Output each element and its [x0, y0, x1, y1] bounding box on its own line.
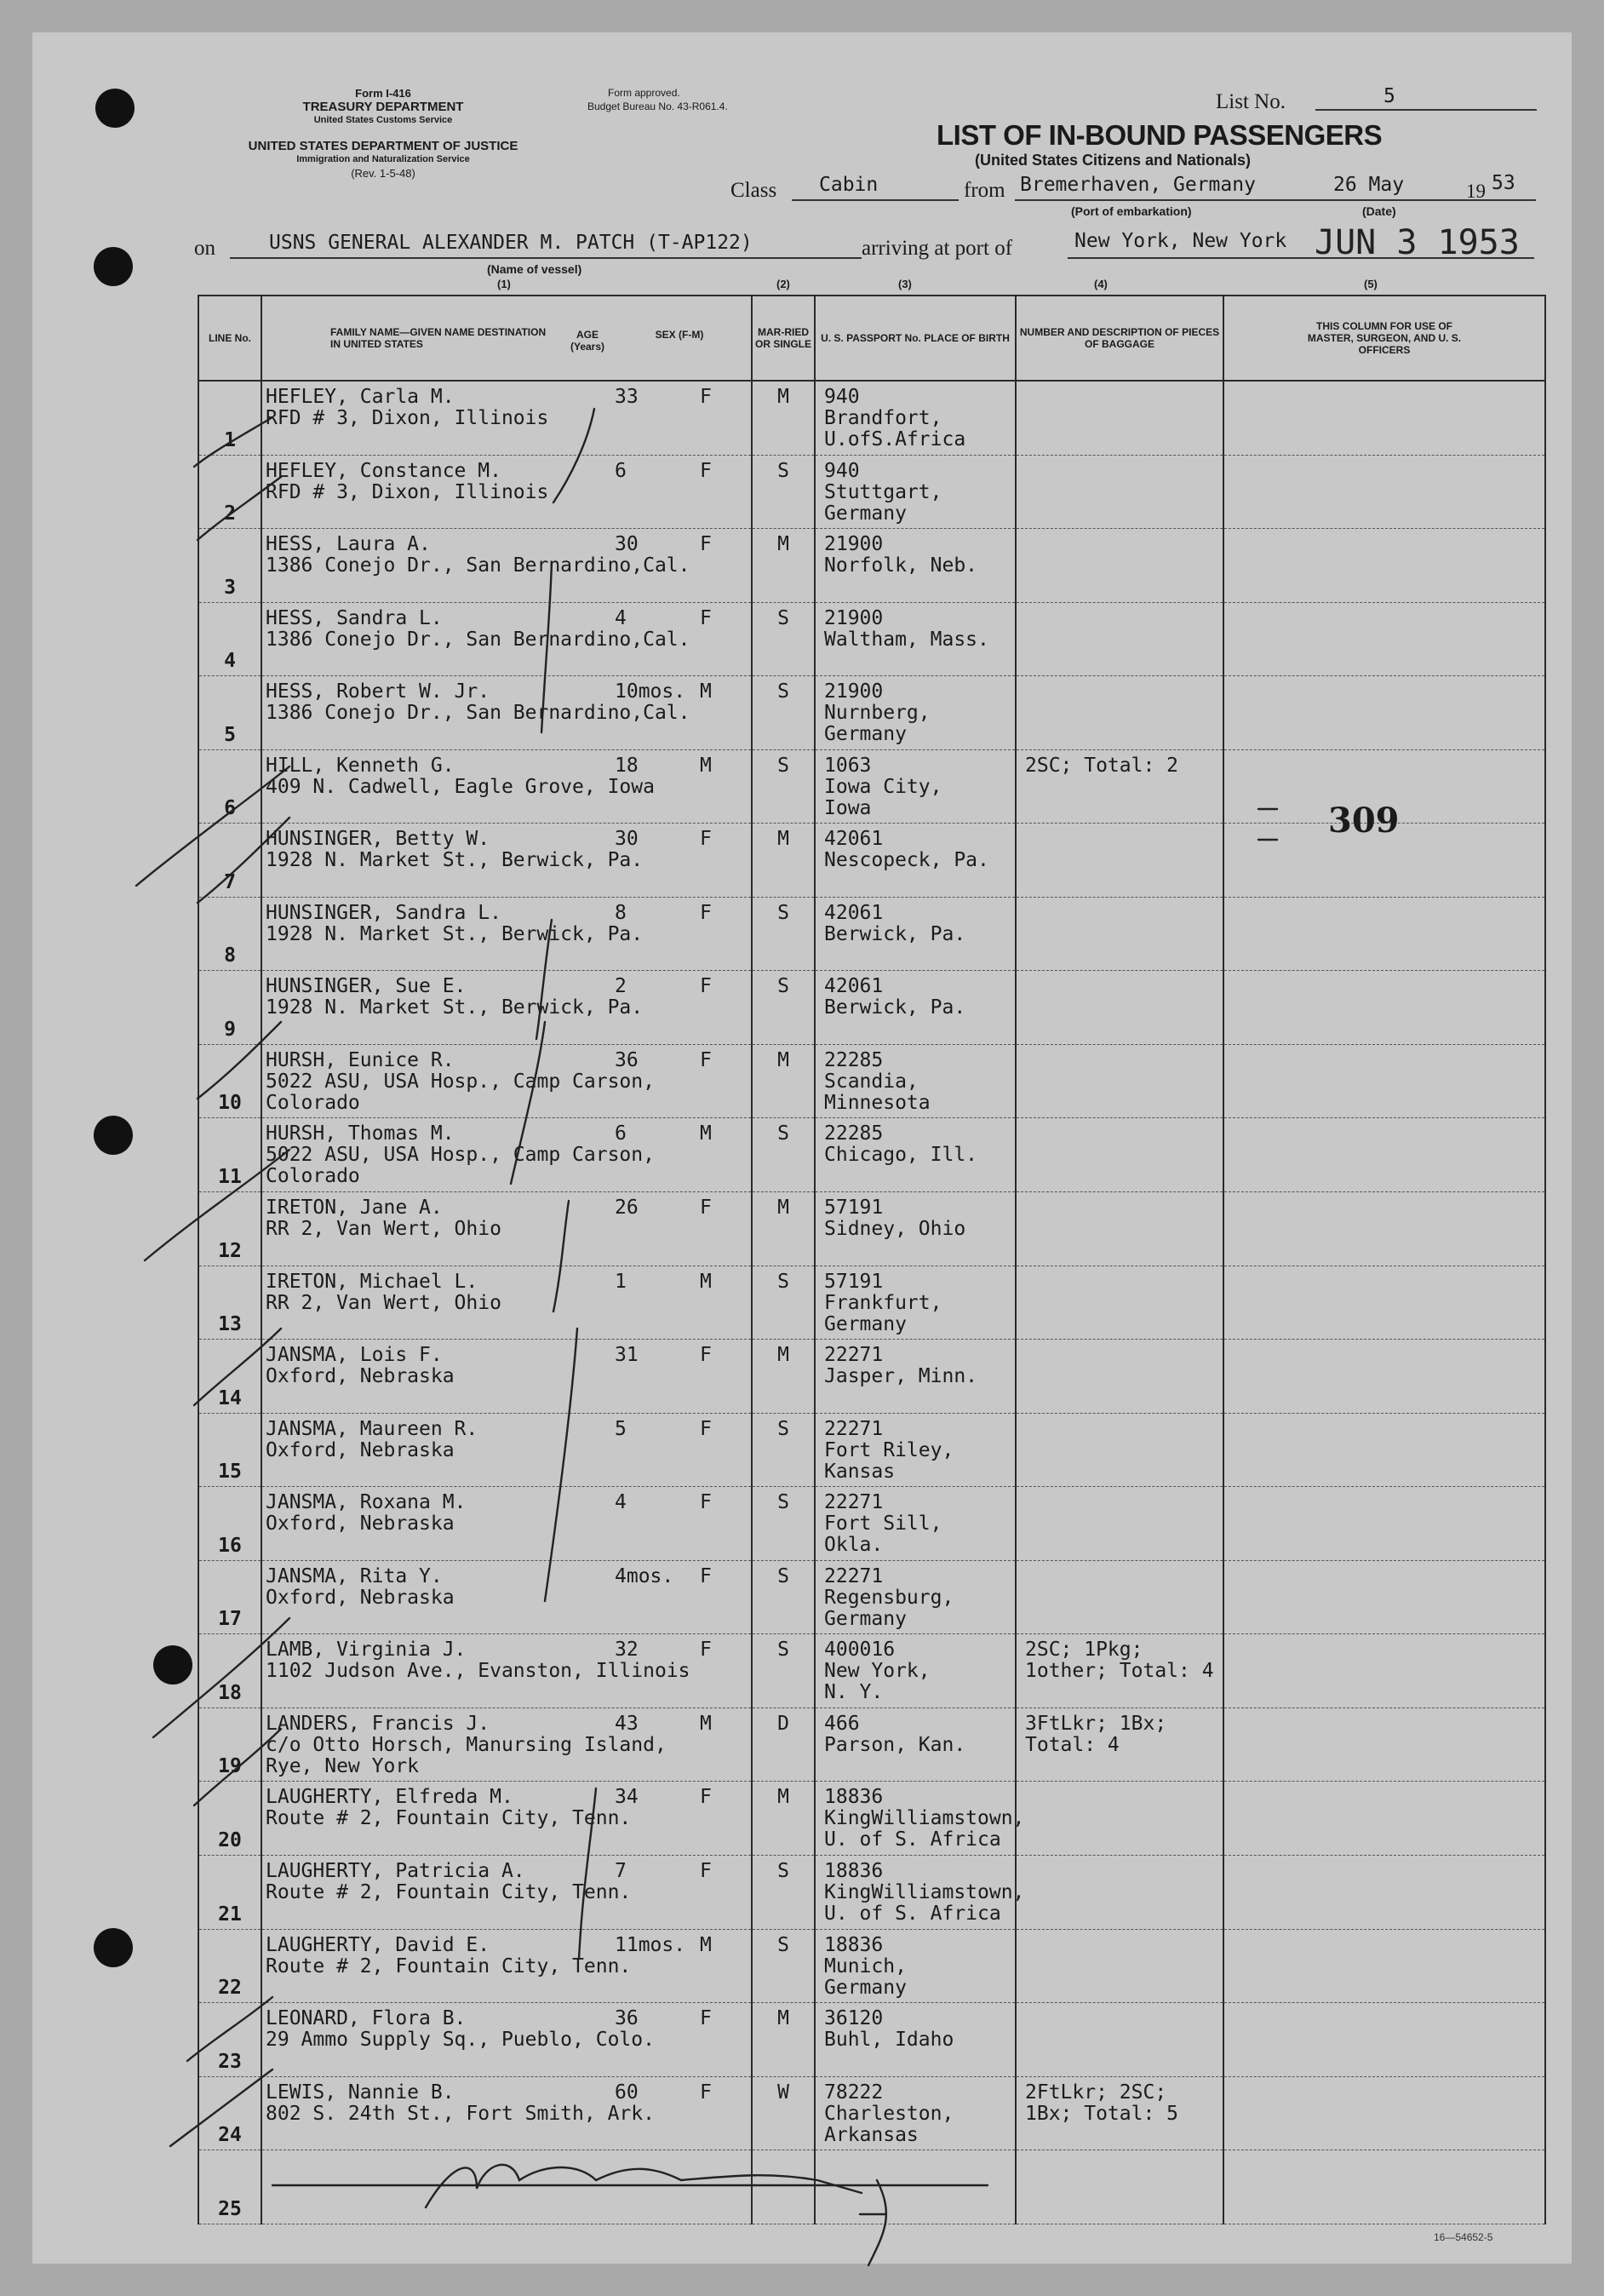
birth-place: Munich, — [824, 1954, 907, 1977]
birth-place-2: Germany — [824, 502, 907, 525]
passenger-name: JANSMA, Lois F. — [266, 1344, 443, 1367]
signature-flourish — [860, 2180, 886, 2265]
page-subtitle: (United States Citizens and Nationals) — [975, 152, 1252, 169]
line-number: 2 — [198, 455, 261, 529]
year-suffix: 53 — [1492, 172, 1515, 194]
line-number: 4 — [198, 602, 261, 676]
birth-place-2: Minnesota — [824, 1091, 931, 1114]
passenger-sex: F — [700, 1564, 712, 1587]
birth-place-2: Germany — [824, 1976, 907, 1999]
passenger-sex: M — [700, 1122, 712, 1145]
passenger-name: HESS, Sandra L. — [266, 606, 443, 629]
passenger-sex: F — [700, 1859, 712, 1882]
passenger-destination: RR 2, Van Wert, Ohio — [266, 1218, 501, 1241]
passenger-age: 4 — [615, 606, 627, 629]
arrival-port: New York, New York — [1074, 230, 1287, 252]
line-number: 23 — [198, 2003, 261, 2077]
birth-place-2: Iowa — [824, 796, 872, 819]
passport-number: 78222 — [824, 2081, 884, 2104]
header-baggage: NUMBER AND DESCRIPTION OF PIECES OF BAGGAGE — [1016, 296, 1223, 381]
passenger-destination-2: Rye, New York — [266, 1754, 420, 1777]
header-passport: U. S. PASSPORT No. PLACE OF BIRTH — [815, 296, 1016, 381]
passport-number: 940 — [824, 386, 860, 408]
passenger-destination: Route # 2, Fountain City, Tenn. — [266, 1954, 632, 1977]
marital-cell: M — [752, 1192, 815, 1266]
passenger-sex: F — [700, 901, 712, 924]
birth-place-2: U.ofS.Africa — [824, 428, 966, 451]
passenger-age: 33 — [615, 386, 639, 408]
passenger-age: 36 — [615, 2007, 639, 2030]
passenger-name: IRETON, Michael L. — [266, 1270, 478, 1293]
passenger-name: HUNSINGER, Sandra L. — [266, 901, 501, 924]
passenger-name: HURSH, Eunice R. — [266, 1048, 455, 1071]
birth-place-2: Germany — [824, 1607, 907, 1630]
passenger-sex: F — [700, 1344, 712, 1367]
passenger-age: 8 — [615, 901, 627, 924]
birth-place-2: U. of S. Africa — [824, 1828, 1001, 1851]
passenger-age: 1 — [615, 1270, 627, 1293]
line-number: 19 — [198, 1708, 261, 1782]
marital-cell: S — [752, 971, 815, 1045]
from-label: from — [964, 179, 1005, 202]
passport-number: 57191 — [824, 1197, 884, 1220]
passenger-name: JANSMA, Maureen R. — [266, 1417, 478, 1440]
marital-cell: M — [752, 1782, 815, 1856]
check-mark-line-19 — [194, 1729, 281, 1805]
marital-cell: M — [752, 529, 815, 603]
birth-place: Chicago, Ill. — [824, 1144, 978, 1167]
birth-place-2: Kansas — [824, 1460, 896, 1483]
passenger-name: HILL, Kenneth G. — [266, 754, 455, 777]
birth-place-2: Okla. — [824, 1534, 884, 1557]
marital-cell: S — [752, 1855, 815, 1929]
passenger-destination-2: Colorado — [266, 1091, 360, 1114]
vessel-caption: (Name of vessel) — [487, 262, 582, 276]
line-number: 8 — [198, 897, 261, 971]
marital-cell: S — [752, 676, 815, 750]
passenger-name: HUNSINGER, Betty W. — [266, 828, 490, 851]
arrival-stamp: JUN 3 1953 — [1315, 223, 1520, 262]
passenger-age: 4mos. — [615, 1564, 674, 1587]
birth-place-2: U. of S. Africa — [824, 1902, 1001, 1925]
passenger-destination: Oxford, Nebraska — [266, 1512, 455, 1535]
birth-place-2: Germany — [824, 723, 907, 746]
passenger-destination: 5022 ASU, USA Hosp., Camp Carson, — [266, 1144, 655, 1167]
header-age: AGE (Years) — [570, 329, 605, 353]
line-number: 13 — [198, 1266, 261, 1340]
birth-place: Berwick, Pa. — [824, 922, 966, 945]
birth-place: Parson, Kan. — [824, 1733, 966, 1756]
check-mark-line-14 — [194, 1329, 281, 1405]
passport-number: 18836 — [824, 1933, 884, 1956]
col-num-5: (5) — [1364, 278, 1378, 290]
form-approved: Form approved. — [608, 87, 680, 99]
passenger-age: 5 — [615, 1417, 627, 1440]
passenger-age: 30 — [615, 828, 639, 851]
passenger-age: 6 — [615, 459, 627, 482]
on-label: on — [194, 237, 215, 260]
passenger-age: 18 — [615, 754, 639, 777]
footer-code: 16—54652-5 — [1434, 2231, 1493, 2243]
marital-cell: S — [752, 1487, 815, 1561]
line-number: 6 — [198, 749, 261, 824]
check-mark-line-7 — [198, 818, 289, 903]
passenger-sex: F — [700, 975, 712, 998]
passenger-destination: 1928 N. Market St., Berwick, Pa. — [266, 922, 644, 945]
passport-number: 21900 — [824, 680, 884, 703]
rev-date: (Rev. 1-5-48) — [351, 167, 415, 180]
vertical-tally-6 — [545, 1329, 577, 1601]
baggage-desc-2: Total: 4 — [1025, 1733, 1120, 1756]
arriving-label: arriving at port of — [862, 237, 1013, 260]
passenger-name: LAUGHERTY, Patricia A. — [266, 1859, 525, 1882]
passenger-name: HEFLEY, Constance M. — [266, 459, 501, 482]
passenger-destination: 1928 N. Market St., Berwick, Pa. — [266, 996, 644, 1019]
line-number: 7 — [198, 824, 261, 898]
passenger-name: HURSH, Thomas M. — [266, 1122, 455, 1145]
line-number: 10 — [198, 1044, 261, 1118]
passenger-name: IRETON, Jane A. — [266, 1197, 443, 1220]
marital-cell: S — [752, 602, 815, 676]
passport-number: 18836 — [824, 1859, 884, 1882]
passenger-age: 34 — [615, 1786, 639, 1809]
embark-port: Bremerhaven, Germany — [1020, 174, 1256, 196]
birth-place-2: Germany — [824, 1312, 907, 1335]
customs-service: United States Customs Service — [313, 115, 453, 125]
passport-number: 42061 — [824, 828, 884, 851]
passenger-sex: F — [700, 606, 712, 629]
passenger-destination: Oxford, Nebraska — [266, 1586, 455, 1609]
check-mark-line-18 — [153, 1618, 289, 1737]
passenger-destination: 1386 Conejo Dr., San Bernardino,Cal. — [266, 702, 690, 725]
passenger-sex: F — [700, 1786, 712, 1809]
birth-place: Waltham, Mass. — [824, 628, 989, 651]
passenger-sex: F — [700, 1417, 712, 1440]
passenger-age: 31 — [615, 1344, 639, 1367]
passport-number: 22271 — [824, 1417, 884, 1440]
header-name-text: FAMILY NAME—GIVEN NAME DESTINATION IN UNITED STATES — [330, 326, 547, 350]
baggage-desc-2: 1Bx; Total: 5 — [1025, 2102, 1179, 2125]
marital-cell: M — [752, 1044, 815, 1118]
marital-cell: S — [752, 749, 815, 824]
marital-cell: S — [752, 455, 815, 529]
passenger-age: 32 — [615, 1639, 639, 1662]
passenger-sex: F — [700, 2007, 712, 2030]
check-mark-line-6 — [136, 766, 289, 886]
check-mark-line-11 — [145, 1150, 289, 1260]
passenger-sex: F — [700, 386, 712, 408]
baggage-desc: 2SC; Total: 2 — [1025, 754, 1179, 777]
passenger-name: HUNSINGER, Sue E. — [266, 975, 467, 998]
birth-place: Charleston, — [824, 2102, 954, 2125]
col-num-1: (1) — [497, 278, 511, 290]
marital-cell: S — [752, 1634, 815, 1708]
birth-place: Fort Riley, — [824, 1438, 954, 1461]
passport-number: 57191 — [824, 1270, 884, 1293]
passport-number: 940 — [824, 459, 860, 482]
vessel-name: USNS GENERAL ALEXANDER M. PATCH (T-AP122) — [269, 232, 753, 254]
list-no-value: 5 — [1383, 85, 1395, 107]
passenger-destination: c/o Otto Horsch, Manursing Island, — [266, 1733, 667, 1756]
passenger-name: LEONARD, Flora B. — [266, 2007, 467, 2030]
passenger-destination: RR 2, Van Wert, Ohio — [266, 1291, 501, 1314]
birth-place-2: Arkansas — [824, 2123, 919, 2146]
passenger-destination: RFD # 3, Dixon, Illinois — [266, 407, 549, 429]
passenger-name: HEFLEY, Carla M. — [266, 386, 455, 408]
passenger-age: 6 — [615, 1122, 627, 1145]
line-number: 25 — [198, 2150, 261, 2224]
passport-number: 42061 — [824, 901, 884, 924]
passenger-sex: F — [700, 533, 712, 556]
vertical-tally-5 — [553, 1201, 569, 1312]
passenger-destination: 1928 N. Market St., Berwick, Pa. — [266, 849, 644, 872]
passport-number: 22285 — [824, 1122, 884, 1145]
birth-place: Berwick, Pa. — [824, 996, 966, 1019]
passenger-name: LEWIS, Nannie B. — [266, 2081, 455, 2104]
passenger-age: 11mos. — [615, 1933, 686, 1956]
officer-annotation: 309 — [1328, 801, 1400, 841]
header-officers: THIS COLUMN FOR USE OF MASTER, SURGEON, AND U. S. OFFICERS — [1223, 296, 1545, 381]
form-number: Form I-416 — [355, 87, 411, 100]
passport-number: 400016 — [824, 1639, 896, 1662]
passenger-sex: F — [700, 1639, 712, 1662]
passport-number: 21900 — [824, 606, 884, 629]
line-number: 16 — [198, 1487, 261, 1561]
passenger-name: LANDERS, Francis J. — [266, 1712, 490, 1735]
passenger-name: HESS, Laura A. — [266, 533, 431, 556]
marital-cell: S — [752, 1413, 815, 1487]
passenger-sex: F — [700, 1197, 712, 1220]
check-mark-line-1 — [194, 417, 272, 467]
passenger-name: HESS, Robert W. Jr. — [266, 680, 490, 703]
baggage-desc: 2FtLkr; 2SC; — [1025, 2081, 1167, 2104]
passenger-name: JANSMA, Rita Y. — [266, 1564, 443, 1587]
line-number: 9 — [198, 971, 261, 1045]
justice-dept: UNITED STATES DEPARTMENT OF JUSTICE — [248, 139, 518, 153]
passenger-destination: 409 N. Cadwell, Eagle Grove, Iowa — [266, 775, 655, 798]
birth-place: Scandia, — [824, 1070, 919, 1093]
birth-place: Norfolk, Neb. — [824, 554, 978, 577]
page-title: LIST OF IN-BOUND PASSENGERS — [937, 119, 1383, 151]
vertical-tally-3 — [536, 920, 552, 1039]
passenger-name: JANSMA, Roxana M. — [266, 1491, 467, 1514]
passenger-destination: Oxford, Nebraska — [266, 1438, 455, 1461]
passenger-age: 60 — [615, 2081, 639, 2104]
passenger-sex: M — [700, 754, 712, 777]
passenger-sex: F — [700, 1491, 712, 1514]
vertical-tally-4 — [511, 1022, 545, 1184]
birth-place-2: N. Y. — [824, 1681, 884, 1704]
passenger-sex: F — [700, 2081, 712, 2104]
passenger-sex: F — [700, 1048, 712, 1071]
passenger-age: 10mos. — [615, 680, 686, 703]
check-mark-line-23 — [187, 1997, 272, 2061]
passenger-sex: M — [700, 1270, 712, 1293]
class-label: Class — [730, 179, 777, 202]
birth-place: Nurnberg, — [824, 702, 931, 725]
marital-cell: S — [752, 1560, 815, 1634]
line-number: 20 — [198, 1782, 261, 1856]
passenger-sex: M — [700, 680, 712, 703]
passport-number: 22271 — [824, 1344, 884, 1367]
passport-number: 18836 — [824, 1786, 884, 1809]
line-number: 14 — [198, 1340, 261, 1414]
col-num-2: (2) — [776, 278, 790, 290]
marital-cell: D — [752, 1708, 815, 1782]
passenger-destination: 1102 Judson Ave., Evanston, Illinois — [266, 1660, 690, 1683]
passenger-sex: M — [700, 1712, 712, 1735]
passenger-destination: 1386 Conejo Dr., San Bernardino,Cal. — [266, 628, 690, 651]
baggage-desc-2: 1other; Total: 4 — [1025, 1660, 1214, 1683]
marital-cell: M — [752, 1340, 815, 1414]
passenger-destination: 5022 ASU, USA Hosp., Camp Carson, — [266, 1070, 655, 1093]
date-caption: (Date) — [1362, 204, 1396, 218]
birth-place: KingWilliamstown, — [824, 1880, 1025, 1903]
birth-place: Sidney, Ohio — [824, 1218, 966, 1241]
marital-cell: M — [752, 824, 815, 898]
marital-cell: S — [752, 1929, 815, 2003]
birth-place: Buhl, Idaho — [824, 2029, 954, 2052]
birth-place: Fort Sill, — [824, 1512, 942, 1535]
marital-cell: W — [752, 2076, 815, 2150]
col-num-3: (3) — [898, 278, 912, 290]
birth-place: KingWilliamstown, — [824, 1807, 1025, 1830]
passport-number: 36120 — [824, 2007, 884, 2030]
marital-cell: M — [752, 381, 815, 455]
passenger-destination: RFD # 3, Dixon, Illinois — [266, 480, 549, 503]
treasury-dept: TREASURY DEPARTMENT — [302, 100, 464, 114]
birth-place: Nescopeck, Pa. — [824, 849, 989, 872]
passenger-destination: 1386 Conejo Dr., San Bernardino,Cal. — [266, 554, 690, 577]
birth-place: Brandfort, — [824, 407, 942, 429]
passenger-sex: F — [700, 828, 712, 851]
passenger-age: 2 — [615, 975, 627, 998]
baggage-desc: 2SC; 1Pkg; — [1025, 1639, 1143, 1662]
check-mark-line-10 — [198, 1022, 281, 1099]
passenger-sex: F — [700, 459, 712, 482]
marital-cell: S — [752, 1118, 815, 1192]
passenger-destination: Route # 2, Fountain City, Tenn. — [266, 1807, 632, 1830]
class-value: Cabin — [819, 174, 879, 196]
line-number: 1 — [198, 381, 261, 455]
passenger-destination: 802 S. 24th St., Fort Smith, Ark. — [266, 2102, 655, 2125]
line-number: 15 — [198, 1413, 261, 1487]
check-mark-line-2 — [198, 477, 281, 540]
line-number: 22 — [198, 1929, 261, 2003]
passenger-age: 4 — [615, 1491, 627, 1514]
passenger-destination: 29 Ammo Supply Sq., Pueblo, Colo. — [266, 2029, 655, 2052]
col-num-4: (4) — [1094, 278, 1108, 290]
line-number: 3 — [198, 529, 261, 603]
birth-place: Stuttgart, — [824, 480, 942, 503]
passenger-age: 36 — [615, 1048, 639, 1071]
passport-number: 1063 — [824, 754, 872, 777]
marital-cell: S — [752, 1266, 815, 1340]
embark-caption: (Port of embarkation) — [1071, 204, 1192, 218]
passenger-age: 26 — [615, 1197, 639, 1220]
birth-place: New York, — [824, 1660, 931, 1683]
year-prefix: 19 — [1466, 181, 1486, 202]
passenger-age: 43 — [615, 1712, 639, 1735]
header-sex: SEX (F-M) — [655, 329, 704, 341]
line-number: 12 — [198, 1192, 261, 1266]
line-number: 11 — [198, 1118, 261, 1192]
passenger-destination: Route # 2, Fountain City, Tenn. — [266, 1880, 632, 1903]
passenger-destination-2: Colorado — [266, 1165, 360, 1188]
line-number: 5 — [198, 676, 261, 750]
line-number: 21 — [198, 1855, 261, 1929]
birth-place: Regensburg, — [824, 1586, 954, 1609]
passport-number: 22271 — [824, 1564, 884, 1587]
passenger-name: LAUGHERTY, David E. — [266, 1933, 490, 1956]
passport-number: 466 — [824, 1712, 860, 1735]
marital-cell: S — [752, 897, 815, 971]
line-number: 18 — [198, 1634, 261, 1708]
marital-cell: M — [752, 2003, 815, 2077]
list-no-label: List No. — [1216, 90, 1286, 113]
passport-number: 21900 — [824, 533, 884, 556]
vertical-tally-2 — [541, 562, 552, 732]
passenger-destination: Oxford, Nebraska — [266, 1365, 455, 1388]
passenger-age: 30 — [615, 533, 639, 556]
baggage-desc: 3FtLkr; 1Bx; — [1025, 1712, 1167, 1735]
header-line-no: LINE No. — [198, 296, 261, 381]
line-number: 17 — [198, 1560, 261, 1634]
check-mark-line-24 — [170, 2069, 272, 2146]
passport-number: 42061 — [824, 975, 884, 998]
header-married: MAR-RIED OR SINGLE — [752, 296, 815, 381]
passenger-name: LAUGHERTY, Elfreda M. — [266, 1786, 513, 1809]
vertical-tally-1 — [553, 409, 594, 502]
budget-bureau: Budget Bureau No. 43-R061.4. — [587, 100, 728, 112]
birth-place: Frankfurt, — [824, 1291, 942, 1314]
date-value: 26 May — [1333, 174, 1405, 196]
passenger-name: LAMB, Virginia J. — [266, 1639, 467, 1662]
line-number: 24 — [198, 2076, 261, 2150]
birth-place: Iowa City, — [824, 775, 942, 798]
vertical-tally-7 — [579, 1788, 596, 1959]
passenger-age: 7 — [615, 1859, 627, 1882]
passport-number: 22271 — [824, 1491, 884, 1514]
passenger-sex: M — [700, 1933, 712, 1956]
birth-place: Jasper, Minn. — [824, 1365, 978, 1388]
passport-number: 22285 — [824, 1048, 884, 1071]
immigration-service: Immigration and Naturalization Service — [296, 154, 470, 164]
